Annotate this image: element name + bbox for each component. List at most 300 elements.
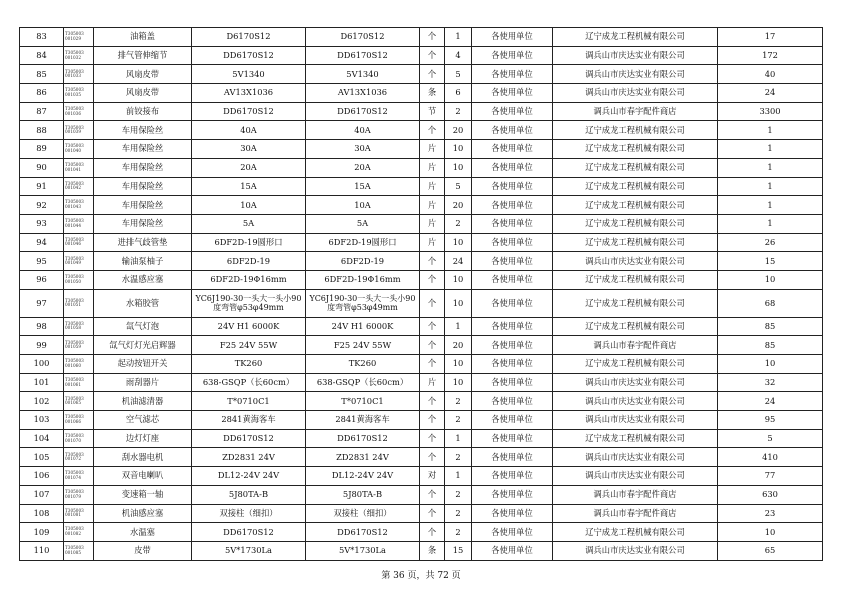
table-row (20, 158, 823, 177)
row-number: 103 (20, 411, 64, 430)
item-unit: 个 (420, 252, 445, 271)
item-department: 各使用单位 (472, 214, 553, 233)
table-row (20, 411, 823, 430)
item-unit: 个 (420, 317, 445, 336)
item-price: 24 (718, 392, 823, 411)
table-row (20, 336, 823, 355)
item-department: 各使用单位 (472, 28, 553, 47)
item-price: 24 (718, 84, 823, 103)
table-row (20, 233, 823, 252)
item-name: 车用保险丝 (94, 158, 192, 177)
row-number: 105 (20, 448, 64, 467)
item-model: 2841黄海客车 (306, 411, 420, 430)
item-department: 各使用单位 (472, 158, 553, 177)
item-supplier: 辽宁成龙工程机械有限公司 (553, 140, 718, 159)
item-model: 5V*1730La (306, 541, 420, 560)
item-code: T305003 001043 (64, 196, 94, 215)
item-model: DD6170S12 (306, 429, 420, 448)
item-spec: 40A (192, 121, 306, 140)
item-spec: 5J80TA-B (192, 485, 306, 504)
item-spec: F25 24V 55W (192, 336, 306, 355)
item-price: 85 (718, 317, 823, 336)
item-spec: DD6170S12 (192, 523, 306, 542)
table-row (20, 214, 823, 233)
row-number: 85 (20, 65, 64, 84)
item-department: 各使用单位 (472, 65, 553, 84)
item-model: 10A (306, 196, 420, 215)
item-unit: 个 (420, 46, 445, 65)
item-spec: T*0710C1 (192, 392, 306, 411)
item-supplier: 辽宁成龙工程机械有限公司 (553, 429, 718, 448)
item-unit: 个 (420, 411, 445, 430)
item-price: 630 (718, 485, 823, 504)
item-department: 各使用单位 (472, 429, 553, 448)
item-price: 85 (718, 336, 823, 355)
item-code: T305003 001058 (64, 317, 94, 336)
item-unit: 片 (420, 196, 445, 215)
row-number: 98 (20, 317, 64, 336)
row-number: 108 (20, 504, 64, 523)
item-price: 65 (718, 541, 823, 560)
item-spec: ZD2831 24V (192, 448, 306, 467)
item-name: 进排气歧管垫 (94, 233, 192, 252)
item-quantity: 20 (445, 121, 472, 140)
item-spec: TK260 (192, 355, 306, 374)
item-code: T305003 001046 (64, 233, 94, 252)
item-code: T305003 001033 (64, 65, 94, 84)
table-row (20, 46, 823, 65)
item-code: T305003 001044 (64, 214, 94, 233)
table-row (20, 355, 823, 374)
item-department: 各使用单位 (472, 448, 553, 467)
item-quantity: 2 (445, 523, 472, 542)
item-quantity: 10 (445, 158, 472, 177)
item-department: 各使用单位 (472, 177, 553, 196)
item-department: 各使用单位 (472, 317, 553, 336)
item-name: 风扇皮带 (94, 65, 192, 84)
item-department: 各使用单位 (472, 523, 553, 542)
item-code: T305003 001061 (64, 373, 94, 392)
item-name: 风扇皮带 (94, 84, 192, 103)
item-department: 各使用单位 (472, 233, 553, 252)
item-name: 前铰接布 (94, 102, 192, 121)
item-supplier: 辽宁成龙工程机械有限公司 (553, 121, 718, 140)
item-price: 1 (718, 177, 823, 196)
item-model: 6DF2D-19圆形口 (306, 233, 420, 252)
item-unit: 条 (420, 84, 445, 103)
item-unit: 片 (420, 233, 445, 252)
item-unit: 片 (420, 158, 445, 177)
row-number: 92 (20, 196, 64, 215)
item-quantity: 20 (445, 336, 472, 355)
item-name: 油箱盖 (94, 28, 192, 47)
item-name: 机油感应塞 (94, 504, 192, 523)
row-number: 104 (20, 429, 64, 448)
item-unit: 个 (420, 392, 445, 411)
item-name: 机油滤清器 (94, 392, 192, 411)
item-code: T305003 001074 (64, 467, 94, 486)
item-unit: 条 (420, 541, 445, 560)
table-row (20, 485, 823, 504)
item-price: 15 (718, 252, 823, 271)
item-name: 车用保险丝 (94, 214, 192, 233)
item-spec: 6DF2D-19圆形口 (192, 233, 306, 252)
item-model: 20A (306, 158, 420, 177)
item-spec: 30A (192, 140, 306, 159)
item-department: 各使用单位 (472, 485, 553, 504)
item-price: 10 (718, 355, 823, 374)
item-unit: 个 (420, 355, 445, 374)
table-row (20, 289, 823, 317)
item-model: DD6170S12 (306, 102, 420, 121)
item-name: 输油泵柚子 (94, 252, 192, 271)
item-quantity: 1 (445, 467, 472, 486)
item-name: 雨刮器片 (94, 373, 192, 392)
table-row (20, 373, 823, 392)
row-number: 102 (20, 392, 64, 411)
row-number: 109 (20, 523, 64, 542)
item-spec: 5V*1730La (192, 541, 306, 560)
item-unit: 个 (420, 270, 445, 289)
item-quantity: 24 (445, 252, 472, 271)
item-quantity: 5 (445, 65, 472, 84)
item-department: 各使用单位 (472, 392, 553, 411)
item-supplier: 辽宁成龙工程机械有限公司 (553, 177, 718, 196)
item-model: AV13X1036 (306, 84, 420, 103)
item-price: 410 (718, 448, 823, 467)
item-price: 10 (718, 523, 823, 542)
table-row (20, 392, 823, 411)
item-spec: DD6170S12 (192, 46, 306, 65)
table-row (20, 84, 823, 103)
item-model: 6DF2D-19Φ16mm (306, 270, 420, 289)
item-unit: 个 (420, 289, 445, 317)
item-department: 各使用单位 (472, 289, 553, 317)
item-unit: 节 (420, 102, 445, 121)
item-supplier: 辽宁成龙工程机械有限公司 (553, 158, 718, 177)
item-price: 1 (718, 158, 823, 177)
item-code: T305003 001085 (64, 541, 94, 560)
item-supplier: 调兵山市春宇配件商店 (553, 336, 718, 355)
item-code: T305003 001041 (64, 158, 94, 177)
item-department: 各使用单位 (472, 252, 553, 271)
item-price: 1 (718, 140, 823, 159)
table-row (20, 102, 823, 121)
row-number: 95 (20, 252, 64, 271)
item-name: 车用保险丝 (94, 177, 192, 196)
item-model: 40A (306, 121, 420, 140)
item-quantity: 2 (445, 411, 472, 430)
item-model: YC6J190-30一头大一头小90度弯管φ53φ49mm (306, 289, 420, 317)
item-model: TK260 (306, 355, 420, 374)
item-quantity: 2 (445, 214, 472, 233)
row-number: 100 (20, 355, 64, 374)
item-code: T305003 001065 (64, 392, 94, 411)
item-quantity: 10 (445, 140, 472, 159)
item-supplier: 调兵山市庆达实业有限公司 (553, 392, 718, 411)
table-row (20, 448, 823, 467)
item-model: DD6170S12 (306, 523, 420, 542)
item-code: T305003 001036 (64, 102, 94, 121)
item-quantity: 10 (445, 233, 472, 252)
item-table (19, 27, 823, 561)
item-model: 双接柱（细扣） (306, 504, 420, 523)
item-spec: 20A (192, 158, 306, 177)
item-unit: 个 (420, 28, 445, 47)
item-department: 各使用单位 (472, 373, 553, 392)
item-model: 15A (306, 177, 420, 196)
item-supplier: 调兵山市春宇配件商店 (553, 102, 718, 121)
row-number: 89 (20, 140, 64, 159)
item-price: 95 (718, 411, 823, 430)
item-name: 边灯灯座 (94, 429, 192, 448)
item-code: T305003 001070 (64, 429, 94, 448)
item-supplier: 调兵山市庆达实业有限公司 (553, 373, 718, 392)
item-name: 皮带 (94, 541, 192, 560)
item-name: 水温感应塞 (94, 270, 192, 289)
item-price: 3300 (718, 102, 823, 121)
table-row (20, 270, 823, 289)
item-code: T305003 001029 (64, 28, 94, 47)
item-spec: AV13X1036 (192, 84, 306, 103)
item-quantity: 1 (445, 429, 472, 448)
item-supplier: 调兵山市庆达实业有限公司 (553, 541, 718, 560)
item-supplier: 调兵山市春宇配件商店 (553, 485, 718, 504)
item-department: 各使用单位 (472, 196, 553, 215)
table-row (20, 467, 823, 486)
item-quantity: 10 (445, 373, 472, 392)
table-row (20, 504, 823, 523)
item-unit: 对 (420, 467, 445, 486)
item-price: 10 (718, 270, 823, 289)
item-name: 双音电喇叭 (94, 467, 192, 486)
item-name: 刮水器电机 (94, 448, 192, 467)
item-department: 各使用单位 (472, 504, 553, 523)
item-price: 1 (718, 196, 823, 215)
item-unit: 个 (420, 429, 445, 448)
item-quantity: 20 (445, 196, 472, 215)
item-code: T305003 001060 (64, 355, 94, 374)
table-row (20, 196, 823, 215)
item-spec: D6170S12 (192, 28, 306, 47)
item-name: 车用保险丝 (94, 196, 192, 215)
item-supplier: 辽宁成龙工程机械有限公司 (553, 289, 718, 317)
item-price: 32 (718, 373, 823, 392)
item-code: T305003 001079 (64, 485, 94, 504)
item-price: 26 (718, 233, 823, 252)
item-department: 各使用单位 (472, 46, 553, 65)
page-footer: 第 36 页，共 72 页 (381, 571, 461, 581)
table-row (20, 65, 823, 84)
item-model: 6DF2D-19 (306, 252, 420, 271)
item-name: 起动按钮开关 (94, 355, 192, 374)
row-number: 99 (20, 336, 64, 355)
item-department: 各使用单位 (472, 140, 553, 159)
item-supplier: 辽宁成龙工程机械有限公司 (553, 233, 718, 252)
table-row (20, 541, 823, 560)
item-supplier: 调兵山市庆达实业有限公司 (553, 411, 718, 430)
item-spec: 10A (192, 196, 306, 215)
item-quantity: 15 (445, 541, 472, 560)
item-department: 各使用单位 (472, 467, 553, 486)
item-supplier: 辽宁成龙工程机械有限公司 (553, 270, 718, 289)
item-unit: 个 (420, 485, 445, 504)
item-unit: 个 (420, 504, 445, 523)
item-name: 排气管伸缩节 (94, 46, 192, 65)
item-supplier: 调兵山市庆达实业有限公司 (553, 84, 718, 103)
item-spec: 15A (192, 177, 306, 196)
item-department: 各使用单位 (472, 270, 553, 289)
table-row (20, 177, 823, 196)
item-name: 水箱胶管 (94, 289, 192, 317)
item-quantity: 1 (445, 28, 472, 47)
item-unit: 片 (420, 373, 445, 392)
row-number: 96 (20, 270, 64, 289)
item-code: T305003 001066 (64, 411, 94, 430)
item-quantity: 4 (445, 46, 472, 65)
item-department: 各使用单位 (472, 541, 553, 560)
item-department: 各使用单位 (472, 121, 553, 140)
item-supplier: 辽宁成龙工程机械有限公司 (553, 196, 718, 215)
item-quantity: 2 (445, 102, 472, 121)
item-unit: 个 (420, 523, 445, 542)
item-code: T305003 001049 (64, 252, 94, 271)
table-row (20, 121, 823, 140)
row-number: 110 (20, 541, 64, 560)
item-model: 638-GSQP（长60cm） (306, 373, 420, 392)
item-quantity: 10 (445, 355, 472, 374)
item-model: T*0710C1 (306, 392, 420, 411)
item-department: 各使用单位 (472, 411, 553, 430)
item-model: ZD2831 24V (306, 448, 420, 467)
item-spec: 双接柱（细扣） (192, 504, 306, 523)
item-unit: 个 (420, 336, 445, 355)
item-spec: DD6170S12 (192, 102, 306, 121)
item-quantity: 2 (445, 392, 472, 411)
item-supplier: 调兵山市庆达实业有限公司 (553, 65, 718, 84)
item-quantity: 10 (445, 270, 472, 289)
item-code: T305003 001051 (64, 289, 94, 317)
item-spec: 24V H1 6000K (192, 317, 306, 336)
item-quantity: 2 (445, 504, 472, 523)
row-number: 94 (20, 233, 64, 252)
item-name: 氙气灯灯光启辉器 (94, 336, 192, 355)
row-number: 83 (20, 28, 64, 47)
item-supplier: 调兵山市庆达实业有限公司 (553, 252, 718, 271)
item-price: 1 (718, 214, 823, 233)
row-number: 86 (20, 84, 64, 103)
item-price: 1 (718, 121, 823, 140)
item-unit: 个 (420, 121, 445, 140)
item-supplier: 调兵山市庆达实业有限公司 (553, 46, 718, 65)
item-price: 17 (718, 28, 823, 47)
table-row (20, 140, 823, 159)
item-spec: DL12-24V 24V (192, 467, 306, 486)
item-name: 车用保险丝 (94, 121, 192, 140)
item-code: T305003 001082 (64, 523, 94, 542)
table-row (20, 252, 823, 271)
item-price: 40 (718, 65, 823, 84)
item-name: 空气滤芯 (94, 411, 192, 430)
item-department: 各使用单位 (472, 102, 553, 121)
item-code: T305003 001040 (64, 140, 94, 159)
item-supplier: 调兵山市庆达实业有限公司 (553, 448, 718, 467)
item-name: 变速箱一轴 (94, 485, 192, 504)
item-model: DL12-24V 24V (306, 467, 420, 486)
item-price: 77 (718, 467, 823, 486)
row-number: 93 (20, 214, 64, 233)
item-spec: 6DF2D-19Φ16mm (192, 270, 306, 289)
item-quantity: 2 (445, 485, 472, 504)
item-unit: 个 (420, 448, 445, 467)
item-model: DD6170S12 (306, 46, 420, 65)
item-unit: 片 (420, 140, 445, 159)
item-department: 各使用单位 (472, 355, 553, 374)
item-department: 各使用单位 (472, 84, 553, 103)
item-code: T305003 001032 (64, 46, 94, 65)
item-code: T305003 001081 (64, 504, 94, 523)
item-model: 5V1340 (306, 65, 420, 84)
item-supplier: 辽宁成龙工程机械有限公司 (553, 355, 718, 374)
item-price: 172 (718, 46, 823, 65)
item-spec: 6DF2D-19 (192, 252, 306, 271)
item-price: 68 (718, 289, 823, 317)
row-number: 97 (20, 289, 64, 317)
table-row (20, 429, 823, 448)
item-quantity: 6 (445, 84, 472, 103)
item-spec: 2841黄海客车 (192, 411, 306, 430)
item-unit: 片 (420, 214, 445, 233)
item-supplier: 调兵山市庆达实业有限公司 (553, 467, 718, 486)
item-supplier: 辽宁成龙工程机械有限公司 (553, 28, 718, 47)
item-quantity: 10 (445, 289, 472, 317)
item-name: 水温塞 (94, 523, 192, 542)
item-price: 23 (718, 504, 823, 523)
item-spec: YC6J190-30一头大一头小90度弯管φ53φ49mm (192, 289, 306, 317)
table-body (20, 28, 823, 561)
row-number: 101 (20, 373, 64, 392)
row-number: 107 (20, 485, 64, 504)
item-department: 各使用单位 (472, 336, 553, 355)
table-row (20, 317, 823, 336)
item-model: 30A (306, 140, 420, 159)
item-spec: 5A (192, 214, 306, 233)
row-number: 84 (20, 46, 64, 65)
row-number: 88 (20, 121, 64, 140)
item-price: 5 (718, 429, 823, 448)
table-row (20, 28, 823, 47)
item-model: 5J80TA-B (306, 485, 420, 504)
table-row (20, 523, 823, 542)
row-number: 90 (20, 158, 64, 177)
item-model: D6170S12 (306, 28, 420, 47)
item-spec: 638-GSQP（长60cm） (192, 373, 306, 392)
item-unit: 片 (420, 177, 445, 196)
item-code: T305003 001050 (64, 270, 94, 289)
item-model: 24V H1 6000K (306, 317, 420, 336)
item-unit: 个 (420, 65, 445, 84)
item-spec: 5V1340 (192, 65, 306, 84)
item-supplier: 调兵山市春宇配件商店 (553, 504, 718, 523)
item-code: T305003 001039 (64, 121, 94, 140)
item-spec: DD6170S12 (192, 429, 306, 448)
item-supplier: 辽宁成龙工程机械有限公司 (553, 317, 718, 336)
item-model: 5A (306, 214, 420, 233)
item-supplier: 辽宁成龙工程机械有限公司 (553, 523, 718, 542)
item-name: 氙气灯泡 (94, 317, 192, 336)
item-quantity: 2 (445, 448, 472, 467)
item-code: T305003 001042 (64, 177, 94, 196)
